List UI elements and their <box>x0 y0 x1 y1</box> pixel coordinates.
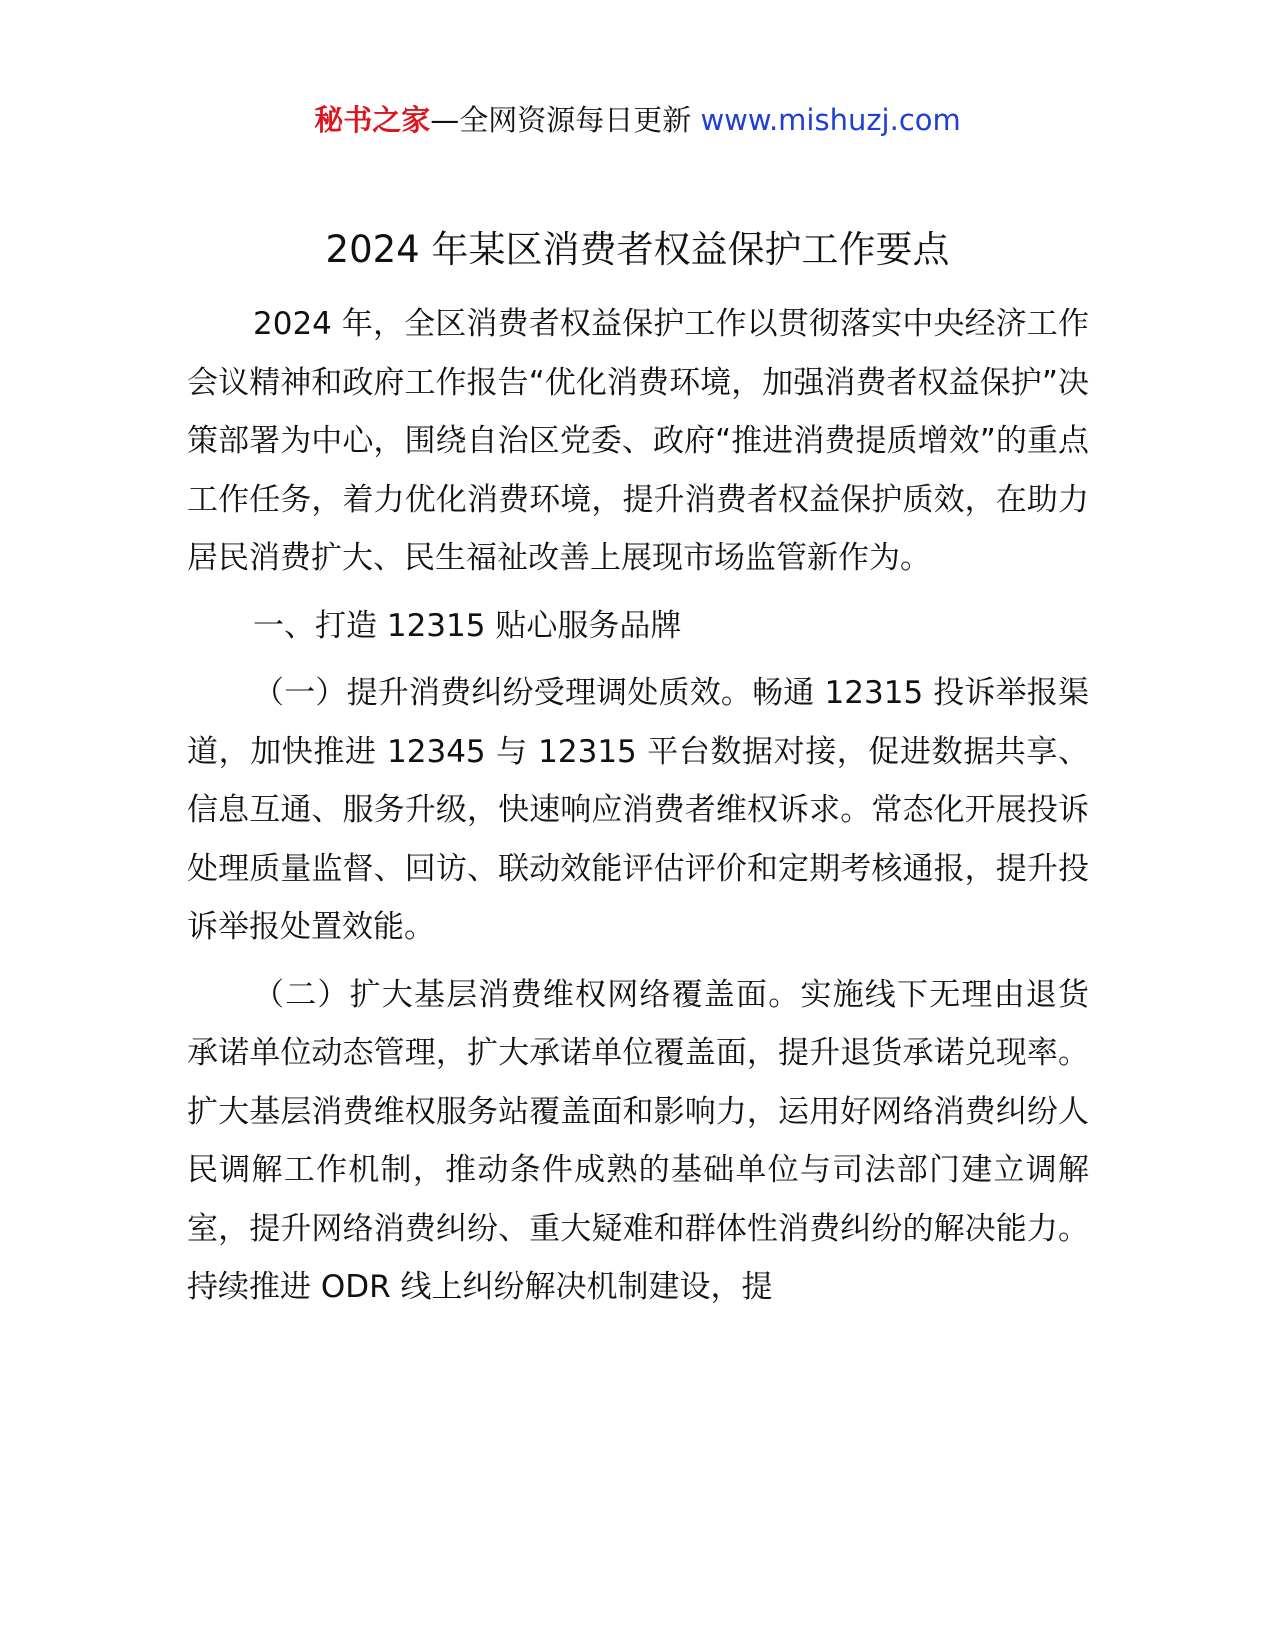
document-body <box>187 295 1089 1326</box>
watermark-header <box>0 100 1275 140</box>
intro-paragraph: 2024 年，全区消费者权益保护工作以贯彻落实中央经济工作会议精神和政府工作报告“优化消费环境，加强消费者权益保护”决策部署为中心，围绕自治区党委、政府“推进消费提质增效”的重点工作任务，着力优化消费环境，提升消费者权益保护质效，在助力居民消费扩大、民生福祉改善上展现市场监管新作为。 <box>187 306 1089 576</box>
subsection-paragraph: （一）提升消费纠纷受理调处质效。畅通 12315 投诉举报渠道，加快推进 12345 与 12315 平台数据对接，促进数据共享、信息互通、服务升级，快速响应消费者维权诉求。常态化开展投诉处理质量监督、回访、联动效能评估评价和定期考核通报，提升投诉举报处置效能。 <box>187 675 1089 945</box>
section-heading: 一、打造 12315 贴心服务品牌 <box>253 607 682 644</box>
header-tagline: —全网资源每日更新 <box>430 103 692 137</box>
site-url-link[interactable]: www.mishuzj.com <box>700 103 961 137</box>
brand-name: 秘书之家 <box>314 103 431 137</box>
subsection-paragraph: （二）扩大基层消费维权网络覆盖面。实施线下无理由退货承诺单位动态管理，扩大承诺单位覆盖面，提升退货承诺兑现率。扩大基层消费维权服务站覆盖面和影响力，运用好网络消费纠纷人民调解工作机制，推动条件成熟的基础单位与司法部门建立调解室，提升网络消费纠纷、重大疑难和群体性消费纠纷的解决能力。持续推进 ODR 线上纠纷解决机制建设，提 <box>187 976 1089 1305</box>
document-title: 2024 年某区消费者权益保护工作要点 <box>325 228 950 271</box>
